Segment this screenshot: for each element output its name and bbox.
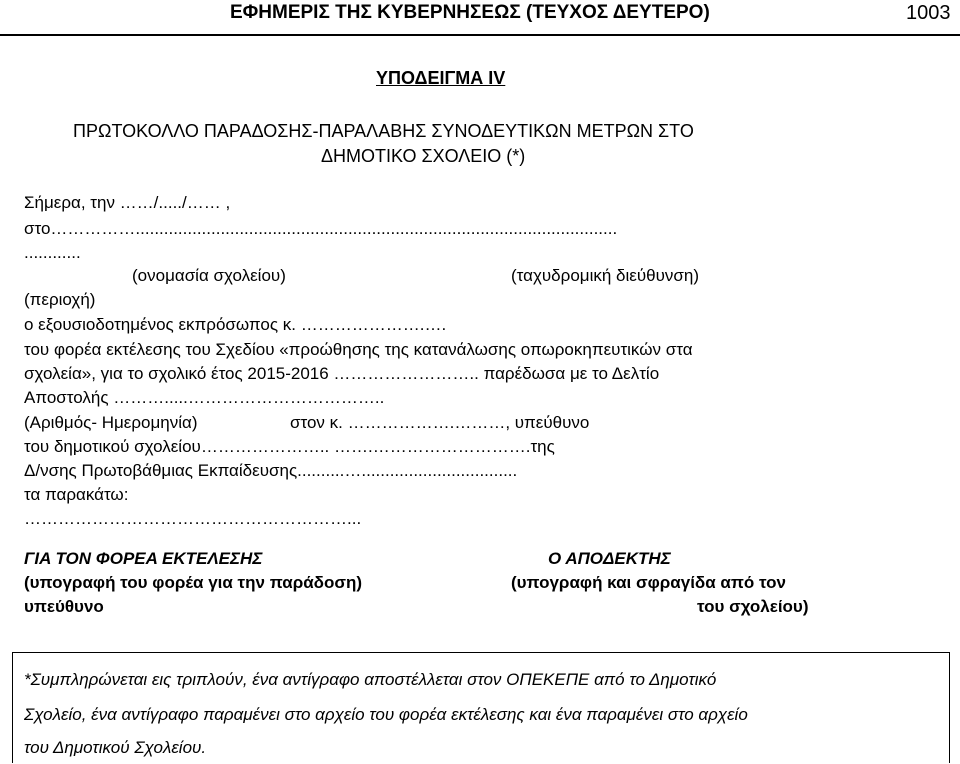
document-title-line-2: ΔΗΜΟΤΙΚΟ ΣΧΟΛΕΙΟ (*) bbox=[321, 146, 526, 166]
items-blank-line: …………………………………………………... bbox=[24, 509, 362, 528]
gazette-header-title: ΕΦΗΜΕΡΙΣ ΤΗΣ ΚΥΒΕΡΝΗΣΕΩΣ (ΤΕΥΧΟΣ ΔΕΥΤΕΡΟ) bbox=[230, 2, 710, 23]
number-date-caption: (Αριθμός- Ημερομηνία) bbox=[24, 413, 198, 432]
body-line-dispatch: Αποστολής ……….....…………………………….. bbox=[24, 388, 385, 407]
postal-address-caption: (ταχυδρομική διεύθυνση) bbox=[511, 266, 699, 285]
body-line-school-year: σχολεία», για το σχολικό έτος 2015-2016 …………………….. παρέδωσα με το Δελτίο bbox=[24, 364, 660, 383]
footnote-line-3: του Δημοτικού Σχολείου. bbox=[24, 738, 207, 757]
representative-line: ο εξουσιοδοτημένος εκπρόσωπος κ. ………………….…. bbox=[24, 315, 447, 334]
header-rule bbox=[0, 34, 960, 36]
school-name-caption: (ονομασία σχολείου) bbox=[132, 266, 286, 285]
school-line-continued: ............ bbox=[24, 243, 81, 262]
footnote-line-2: Σχολείο, ένα αντίγραφο παραμένει στο αρχείο του φορέα εκτέλεσης και ένα παραμένει στο αρχείο bbox=[24, 705, 748, 724]
area-caption: (περιοχή) bbox=[24, 290, 96, 309]
footnote-line-1: *Συμπληρώνεται εις τριπλούν, ένα αντίγραφο αποστέλλεται στον ΟΠΕΚΕΠΕ από το Δημοτικό bbox=[24, 670, 717, 689]
body-line-school: του δημοτικού σχολείου………………….. …….……………………….της bbox=[24, 437, 555, 456]
recipient-signature-caption-2: του σχολείου) bbox=[697, 597, 809, 616]
recipient-signature-caption: (υπογραφή και σφραγίδα από τον bbox=[511, 573, 786, 592]
body-line-provider: του φορέα εκτέλεσης του Σχεδίου «προώθησης της κατανάλωσης οπωροκηπευτικών στα bbox=[24, 340, 693, 359]
body-line-items: τα παρακάτω: bbox=[24, 485, 129, 504]
date-line: Σήμερα, την ……/...../…… , bbox=[24, 193, 231, 212]
provider-signature-title: ΓΙΑ ΤΟΝ ΦΟΡΕΑ ΕΚΤΕΛΕΣΗΣ bbox=[24, 549, 263, 568]
provider-signature-caption: (υπογραφή του φορέα για την παράδοση) bbox=[24, 573, 363, 592]
recipient-line: στον κ. ……………….………, υπεύθυνο bbox=[290, 413, 590, 432]
model-title: ΥΠΟΔΕΙΓΜΑ IV bbox=[376, 68, 506, 88]
page-number: 1003 bbox=[906, 2, 951, 24]
recipient-signature-title: Ο ΑΠΟΔΕΚΤΗΣ bbox=[548, 549, 671, 568]
body-line-directorate: Δ/νσης Πρωτοβάθμιας Εκπαίδευσης..........…................................. bbox=[24, 461, 518, 480]
document-title-line-1: ΠΡΩΤΟΚΟΛΛΟ ΠΑΡΑΔΟΣΗΣ-ΠΑΡΑΛΑΒΗΣ ΣΥΝΟΔΕΥΤΙΚΩΝ ΜΕΤΡΩΝ ΣΤΟ bbox=[73, 121, 694, 141]
school-line: στο……………...................................................................................................... bbox=[24, 219, 618, 238]
provider-signature-caption-2: υπεύθυνο bbox=[24, 597, 104, 616]
